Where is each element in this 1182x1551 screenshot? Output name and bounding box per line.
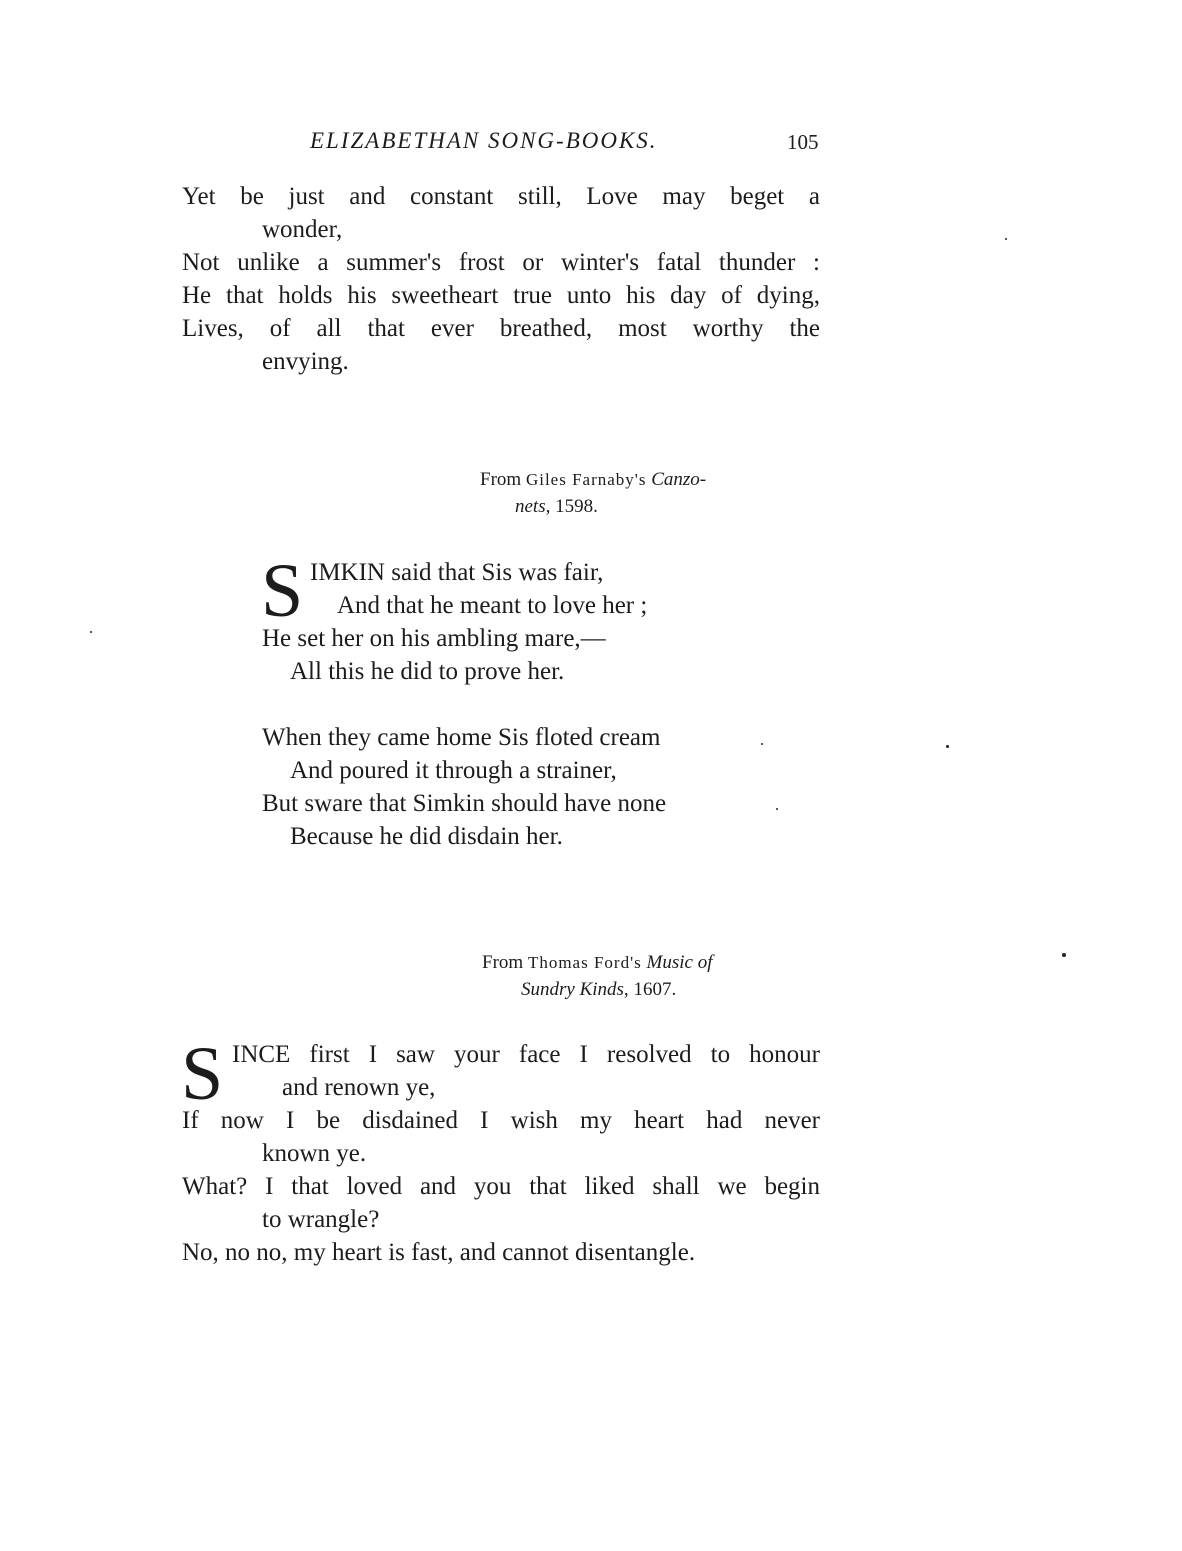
attribution-title-cont: nets, — [515, 496, 551, 517]
attribution-from: From — [480, 469, 522, 490]
verse-line: envying. — [262, 348, 349, 375]
verse-line: IMKIN said that Sis was fair, — [310, 559, 604, 586]
attribution-line — [515, 494, 598, 520]
verse-line: And poured it through a strainer, — [290, 757, 617, 784]
attribution-year: 1598. — [555, 496, 598, 517]
verse-line: If now I be disdained I wish my heart had never — [182, 1107, 820, 1134]
verse-line: Yet be just and constant still, Love may beget a — [182, 183, 820, 210]
attribution-from: From — [482, 952, 524, 973]
verse-line: Not unlike a summer's frost or winter's fatal thunder : — [182, 249, 820, 276]
attribution-title: Music of — [646, 952, 713, 973]
drop-cap: S — [181, 1032, 224, 1116]
attribution-author: Giles Farnaby's — [525, 470, 647, 489]
verse-line: What? I that loved and you that liked shall we begin — [182, 1173, 820, 1200]
verse-line: When they came home Sis floted cream — [262, 724, 661, 751]
verse-line: to wrangle? — [262, 1206, 380, 1233]
page-number: 105 — [787, 130, 819, 154]
verse-line: known ye. — [262, 1140, 367, 1167]
verse-line: He that holds his sweetheart true unto his day of dying, — [182, 282, 820, 309]
verse-line: INCE first I saw your face I resolved to honour — [232, 1041, 820, 1068]
attribution-title: Canzo- — [651, 469, 707, 490]
verse-line: and renown ye, — [282, 1074, 436, 1101]
attribution-line — [521, 977, 676, 1003]
verse-line: Because he did disdain her. — [290, 823, 563, 850]
attribution-author: Thomas Ford's — [527, 953, 642, 972]
scan-speck — [1005, 238, 1007, 240]
verse-line: He set her on his ambling mare,— — [262, 625, 606, 652]
running-title: ELIZABETHAN SONG-BOOKS. — [310, 128, 658, 153]
scan-speck — [946, 745, 949, 748]
verse-line: And that he meant to love her ; — [337, 592, 648, 619]
scan-speck — [1062, 953, 1066, 957]
drop-cap: S — [261, 549, 304, 633]
scan-speck — [761, 743, 763, 745]
verse-line: Lives, of all that ever breathed, most worthy the — [182, 315, 820, 342]
scan-speck — [776, 808, 778, 810]
attribution-title-cont: Sundry Kinds, — [521, 979, 629, 1000]
verse-line: But sware that Simkin should have none — [262, 790, 667, 817]
verse-line: wonder, — [262, 216, 343, 243]
attribution-line — [480, 467, 706, 493]
scan-speck — [90, 631, 92, 633]
attribution-line — [482, 950, 712, 976]
verse-line: All this he did to prove her. — [290, 658, 565, 685]
verse-line: No, no no, my heart is fast, and cannot disentangle. — [182, 1239, 696, 1266]
attribution-year: 1607. — [633, 979, 677, 1000]
